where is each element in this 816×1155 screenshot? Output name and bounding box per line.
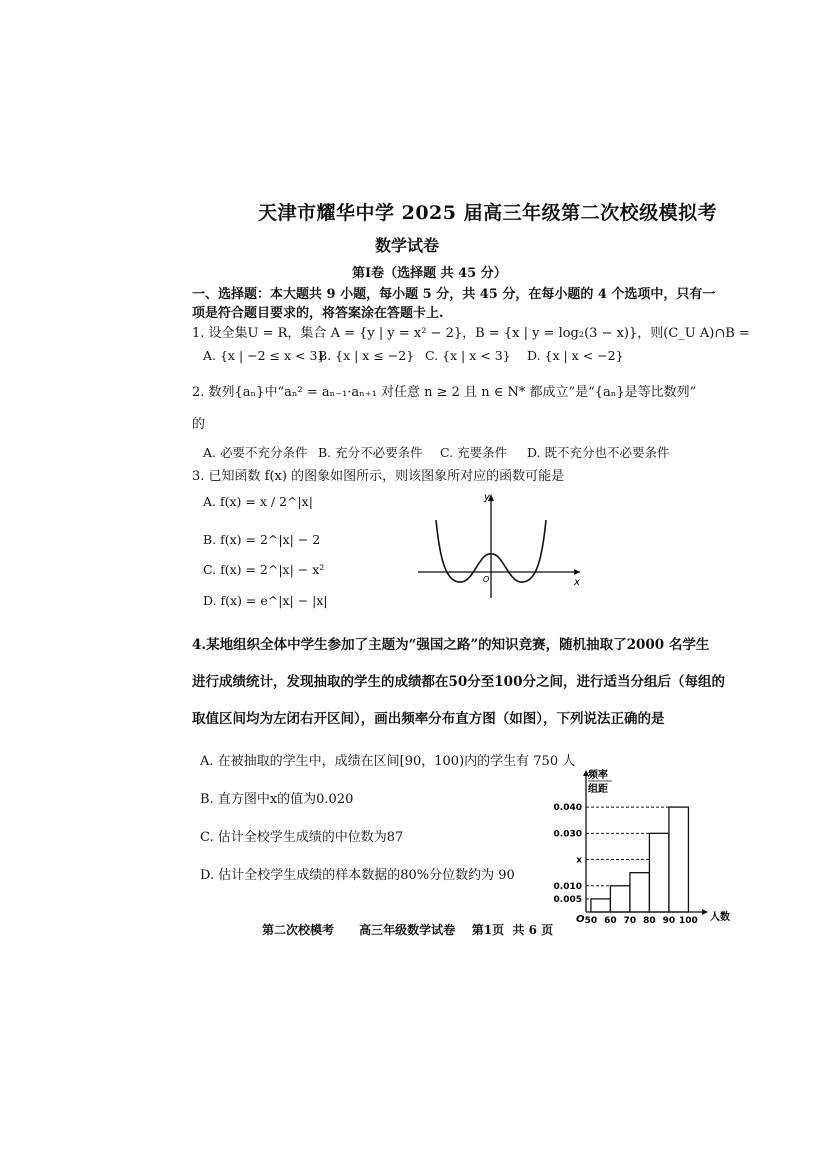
q4-option-b: B. 直方图中x的值为0.020	[200, 792, 354, 807]
histogram-x-axis-arrow	[702, 909, 708, 915]
q2-option-b: B. 充分不必要条件	[318, 445, 423, 460]
histogram-x-tick-label: 60	[604, 916, 617, 926]
histogram-x-ticks	[585, 916, 698, 926]
histogram-ylabel-bottom: 组距	[588, 784, 608, 795]
q4-stem-line-2: 进行成绩统计，发现抽取的学生的成绩都在50分至100分之间，进行适当分组后（每组的	[192, 674, 725, 690]
histogram-x-tick-label: 70	[623, 916, 637, 926]
exam-subtitle: 数学试卷	[375, 236, 440, 255]
exam-title: 天津市耀华中学 2025 届高三年级第二次校级模拟考	[258, 202, 718, 224]
histogram-bars	[591, 807, 689, 912]
q4-option-c: C. 估计全校学生成绩的中位数为87	[200, 830, 404, 845]
q1-option-a: A. {x | −2 ≤ x < 3}	[203, 348, 326, 363]
q3-option-a: A. f(x) = x / 2^|x|	[203, 494, 313, 509]
histogram-origin-label: O	[576, 914, 585, 925]
histogram-bar	[630, 873, 650, 912]
instructions-line-1: 一、选择题：本大题共 9 小题，每小题 5 分，共 45 分，在每小题的 4 个选项中，只有一	[192, 287, 716, 302]
histogram-y-tick-label: 0.030	[553, 829, 582, 840]
histogram-bar	[610, 886, 630, 912]
page-footer: 第二次校模考 高三年级数学试卷 第1页 共 6 页	[262, 923, 554, 937]
q1-option-d: D. {x | x < −2}	[527, 348, 624, 363]
histogram-y-tick-label: x	[576, 855, 582, 866]
histogram-y-ticks	[554, 803, 583, 905]
histogram-x-tick-label: 100	[679, 916, 698, 926]
q4-stem-line-1: 4.某地组织全体中学生参加了主题为“强国之路”的知识竞赛，随机抽取了2000 名学生	[192, 637, 710, 653]
q2-option-d: D. 既不充分也不必要条件	[527, 445, 670, 460]
q3-y-label: y	[484, 492, 490, 503]
q3-function-graph	[412, 488, 592, 608]
histogram-y-tick-label: 0.010	[553, 881, 582, 892]
histogram-y-tick-label: 0.040	[553, 803, 582, 814]
q3-x-axis-arrow	[574, 569, 580, 575]
q2-stem: 2. 数列{aₙ}中“aₙ² = aₙ₋₁·aₙ₊₁ 对任意 n ≥ 2 且 n ∈ N* 都成立”是“{aₙ}是等比数列”	[192, 385, 697, 400]
q3-option-c: C. f(x) = 2^|x| − x²	[203, 562, 325, 577]
q1-option-c: C. {x | x < 3}	[425, 348, 511, 363]
q4-frequency-histogram	[540, 764, 740, 932]
q1-stem: 1. 设全集U = R，集合 A = {y | y = x² − 2}，B = {x | y = log₂(3 − x)}，则(C_U A)∩B =	[192, 326, 750, 341]
histogram-x-tick-label: 80	[643, 916, 656, 926]
q1-option-b: B. {x | x ≤ −2}	[318, 348, 415, 363]
histogram-x-tick-label: 90	[662, 916, 676, 926]
q3-option-b: B. f(x) = 2^|x| − 2	[203, 532, 321, 547]
histogram-x-tick-label: 50	[584, 916, 598, 926]
q3-stem: 3. 已知函数 f(x) 的图象如图所示，则该图象所对应的函数可能是	[192, 469, 565, 484]
histogram-bar	[591, 899, 611, 912]
instructions-line-2: 项是符合题目要求的，将答案涂在答题卡上.	[192, 306, 444, 321]
histogram-bar	[649, 833, 669, 912]
histogram-ylabel-top: 频率	[588, 770, 608, 781]
histogram-xlabel: 人数	[710, 912, 730, 923]
q2-option-c: C. 充要条件	[440, 445, 508, 460]
q3-option-d: D. f(x) = e^|x| − |x|	[203, 593, 328, 608]
q4-stem-line-3: 取值区间均为左闭右开区间），画出频率分布直方图（如图），下列说法正确的是	[192, 711, 665, 727]
q4-option-a: A. 在被抽取的学生中，成绩在区间[90，100)内的学生有 750 人	[200, 754, 576, 769]
q3-origin-label: O	[483, 575, 490, 584]
q2-stem-continued: 的	[192, 417, 206, 432]
histogram-bar	[669, 807, 689, 912]
q4-option-d: D. 估计全校学生成绩的样本数据的80%分位数约为 90	[200, 868, 515, 883]
q2-option-a: A. 必要不充分条件	[203, 445, 308, 460]
section-part-label: 第Ⅰ卷（选择题 共 45 分）	[352, 266, 507, 281]
q3-x-label: x	[574, 577, 580, 588]
histogram-y-tick-label: 0.005	[553, 894, 582, 905]
